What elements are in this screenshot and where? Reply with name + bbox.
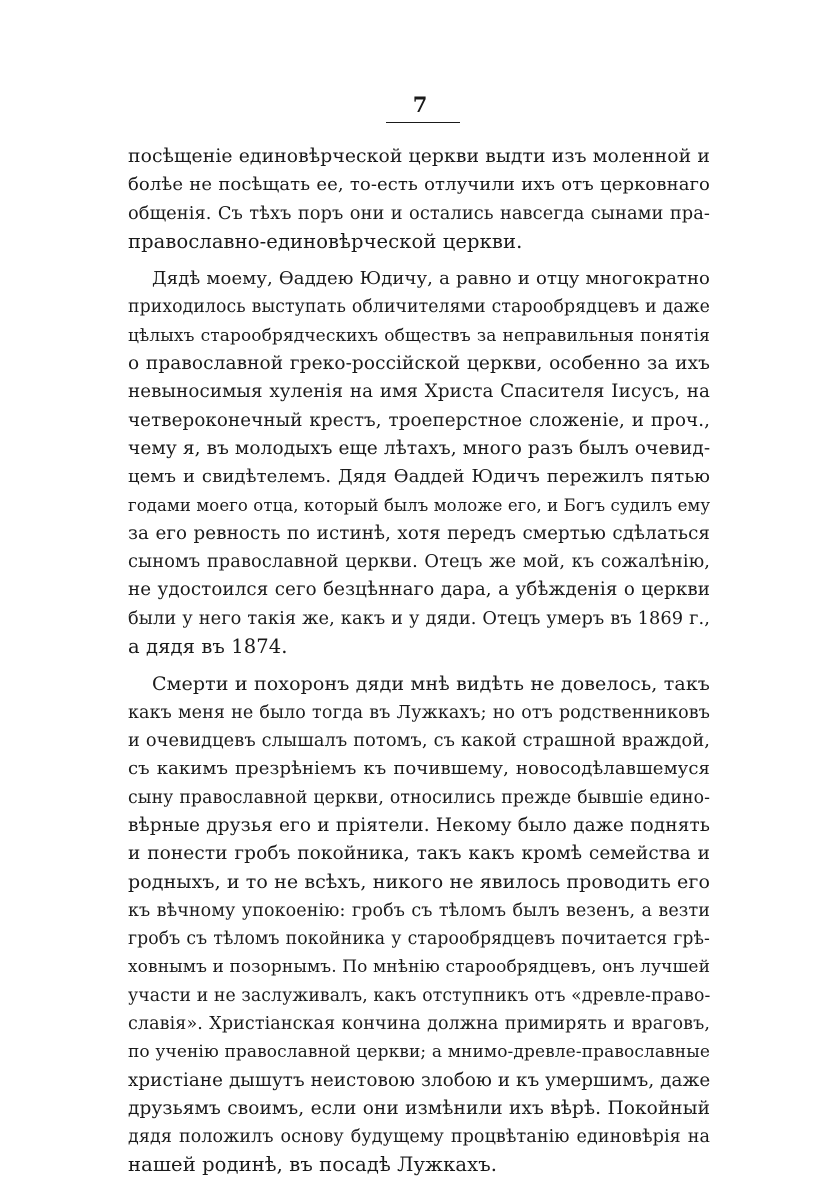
text-line: цемъ и свидѣтелемъ. Дядя Ѳаддей Юдичъ пережилъ пятью: [128, 466, 710, 488]
text-line: Дядѣ моему, Ѳаддею Юдичу, а равно и отцу многократно: [152, 268, 710, 290]
text-line: посѣщеніе единовѣрческой церкви выдти изъ моленной и: [128, 146, 710, 167]
text-line: и понести гробъ покойника, такъ какъ кромѣ семейства и: [128, 843, 710, 865]
text-line: сыну православной церкви, относились прежде бывшіе едино-: [128, 787, 710, 808]
text-line: къ вѣчному упокоенію: гробъ съ тѣломъ былъ везенъ, а везти: [128, 900, 710, 921]
text-line: гробъ съ тѣломъ покойника у старообрядцевъ почитается грѣ-: [128, 929, 710, 950]
text-line: за его ревность по истинѣ, хотя передъ смертью сдѣлаться: [128, 522, 710, 544]
text-line: чему я, въ молодыхъ еще лѣтахъ, много разъ былъ очевид-: [128, 437, 711, 459]
text-line: участи и не заслуживалъ, какъ отступникъ отъ «древле-право-: [128, 985, 711, 1006]
text-line: родныхъ, и то не всѣхъ, никого не явилось проводить его: [128, 871, 710, 894]
text-line: сыномъ православной церкви. Отецъ же мой, къ сожалѣнію,: [128, 552, 710, 573]
text-line: годами моего отца, который былъ моложе его, и Богъ судилъ ему: [128, 495, 711, 515]
text-line: какъ меня не было тогда въ Лужкахъ; но отъ родственниковъ: [128, 702, 710, 723]
text-line: христіане дышутъ неистовою злобою и къ умершимъ, даже: [128, 1069, 711, 1091]
text-line: четвероконечный крестъ, троеперстное сложеніе, и проч.,: [128, 409, 710, 431]
text-line: по ученію православной церкви; а мнимо-древле-православные: [128, 1042, 710, 1063]
paragraph: [128, 265, 710, 661]
text-line: приходилось выступать обличителями старообрядцевъ и даже: [128, 297, 710, 318]
text-line: нашей родинѣ, въ посадѣ Лужкахъ.: [128, 1153, 497, 1177]
text-line: съ какимъ презрѣніемъ къ почившему, новосодѣлавшемуся: [128, 758, 710, 780]
text-line: а дядя въ 1874.: [128, 635, 288, 659]
text-line: Смерти и похоронъ дяди мнѣ видѣть не довелось, такъ: [152, 673, 710, 696]
paragraph: [128, 143, 710, 256]
text-line: болѣе не посѣщать ее, то-есть отлучили ихъ отъ церковнаго: [128, 174, 710, 196]
text-line: цѣлыхъ старообрядческихъ обществъ за неправильныя понятія: [128, 325, 710, 346]
page-number: 7: [412, 92, 428, 117]
body-text: [128, 143, 710, 1180]
text-line: православно-единовѣрческой церкви.: [128, 229, 523, 253]
paragraph: [128, 670, 710, 1179]
text-line: и очевидцевъ слышалъ потомъ, съ какой страшной враждой,: [128, 730, 710, 751]
text-line: славія». Христіанская кончина должна примирять и враговъ,: [128, 1013, 710, 1034]
text-line: были у него такія же, какъ и у дяди. Отецъ умеръ въ 1869 г.,: [128, 608, 710, 629]
text-line: дядя положилъ основу будущему процвѣтанію единовѣрія на: [128, 1127, 710, 1148]
text-line: ховнымъ и позорнымъ. По мнѣнію старообрядцевъ, онъ лучшей: [128, 957, 710, 978]
text-line: о православной греко-россійской церкви, особенно за ихъ: [128, 353, 710, 375]
text-line: не удостоился сего безцѣннаго дара, а убѣжденія о церкви: [128, 579, 710, 601]
page-number-rule: [386, 122, 460, 123]
text-line: вѣрные друзья его и пріятели. Некому было даже поднять: [128, 814, 710, 836]
text-line: общенія. Съ тѣхъ поръ они и остались навсегда сынами пра-: [128, 203, 710, 224]
text-line: невыносимыя хуленія на имя Христа Спасителя Іисусъ, на: [128, 381, 710, 403]
text-line: друзьямъ своимъ, если они измѣнили ихъ вѣрѣ. Покойный: [128, 1097, 710, 1119]
